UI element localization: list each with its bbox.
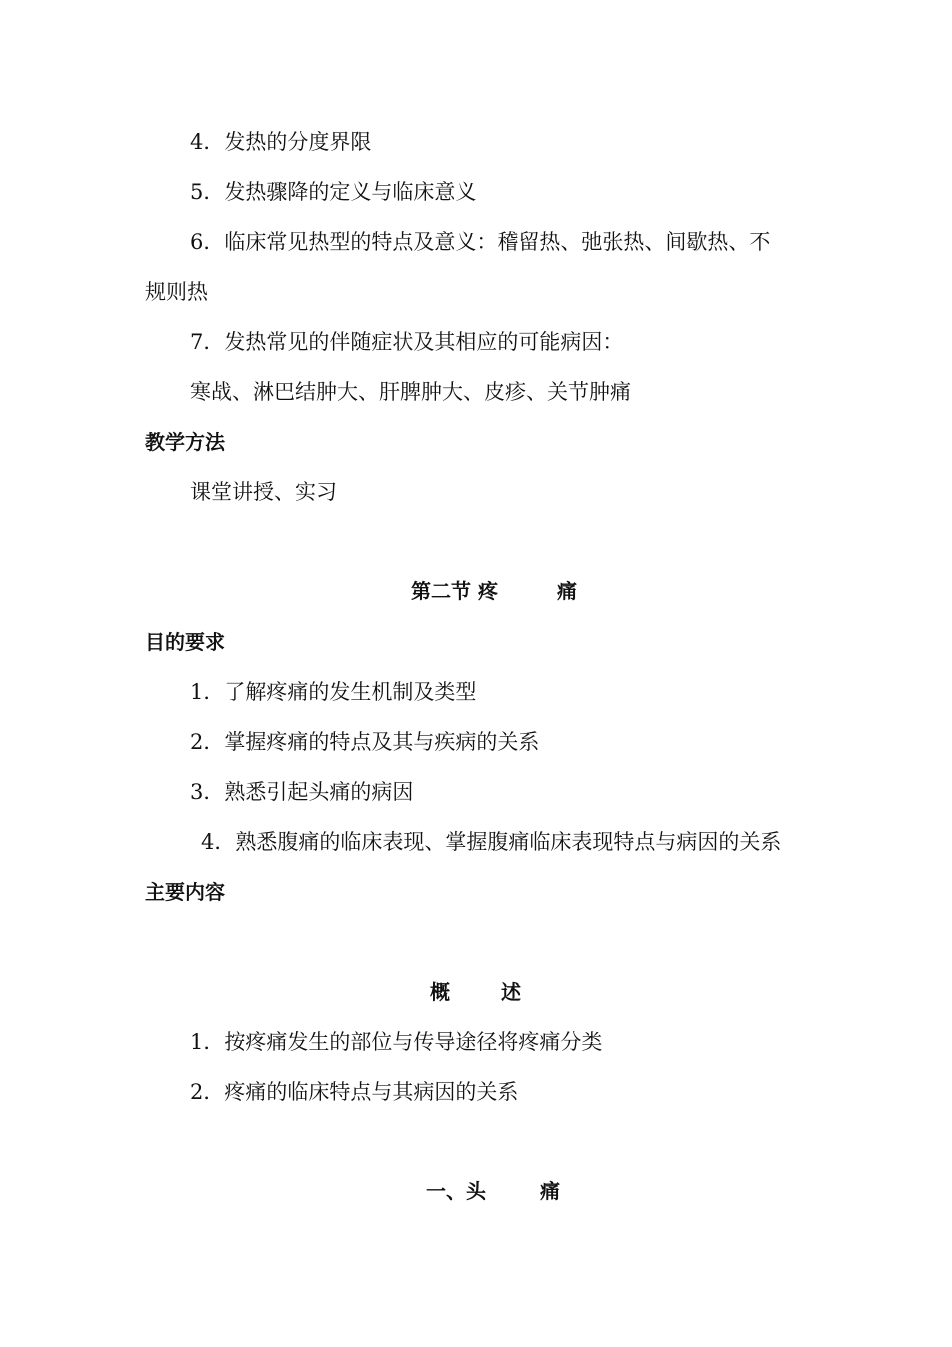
section-title: 第二节 疼 [411, 579, 498, 603]
subsection-title: 概 [430, 980, 450, 1004]
section-heading-main-content: 主要内容 [145, 880, 225, 904]
subsection-title-char: 述 [501, 980, 521, 1004]
list-item-continuation: 规则热 [145, 280, 208, 304]
subsection-title-headache-char: 痛 [540, 1179, 560, 1203]
section-heading-teaching-method: 教学方法 [145, 430, 225, 454]
list-item: 3．熟悉引起头痛的病因 [190, 780, 414, 804]
list-item: 4．发热的分度界限 [190, 130, 372, 154]
list-item: 1．按疼痛发生的部位与传导途径将疼痛分类 [190, 1030, 603, 1054]
list-item: 4．熟悉腹痛的临床表现、掌握腹痛临床表现特点与病因的关系 [201, 830, 782, 854]
list-item: 1．了解疼痛的发生机制及类型 [190, 680, 477, 704]
list-item-detail: 寒战、淋巴结肿大、肝脾肿大、皮疹、关节肿痛 [190, 380, 631, 404]
list-item: 7．发热常见的伴随症状及其相应的可能病因： [190, 330, 624, 354]
list-item: 2．掌握疼痛的特点及其与疾病的关系 [190, 730, 540, 754]
section-heading-goals: 目的要求 [145, 630, 225, 654]
list-item: 5．发热骤降的定义与临床意义 [190, 180, 477, 204]
section-title-char: 痛 [557, 579, 577, 603]
subsection-title-headache: 一、头 [426, 1179, 486, 1203]
list-item: 6．临床常见热型的特点及意义：稽留热、弛张热、间歇热、不 [190, 230, 771, 254]
paragraph: 课堂讲授、实习 [190, 480, 337, 504]
list-item: 2．疼痛的临床特点与其病因的关系 [190, 1080, 519, 1104]
